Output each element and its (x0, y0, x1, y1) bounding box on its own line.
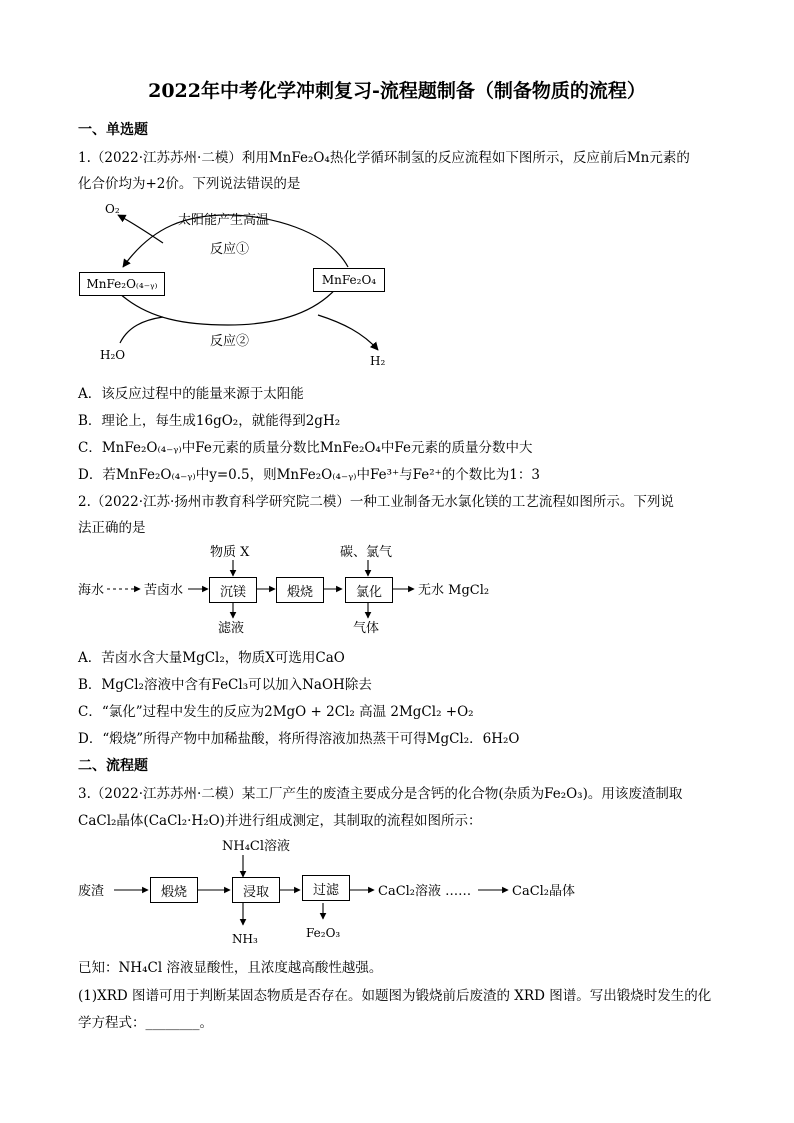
matx-label: 物质 X (210, 545, 250, 560)
q2-option-b: B．MgCl₂溶液中含有FeCl₃可以加入NaOH除去 (78, 677, 372, 693)
waste-label: 废渣 (78, 884, 105, 899)
q2-option-d: D．“煅烧”所得产物中加稀盐酸，将所得溶液加热蒸干可得MgCl₂．6H₂O (78, 731, 520, 747)
calcine-box: 煅烧 (276, 577, 324, 603)
precipitate-mg-box: 沉镁 (209, 577, 257, 603)
h2-branch-arrow (318, 315, 378, 350)
q1-option-b: B．理论上，每生成16gO₂，就能得到2gH₂ (78, 413, 341, 429)
filtrate-label: 滤液 (218, 621, 245, 636)
mnfe2o4-box: MnFe₂O₄ (313, 268, 385, 292)
q2-stem-line1: 2.（2022·江苏·扬州市教育科学研究院二模）一种工业制备无水氯化镁的工艺流程如图所示。下列说 (78, 494, 674, 510)
q3-stem-line1: 3.（2022·江苏苏州·二模）某工厂产生的废渣主要成分是含钙的化合物(杂质为Fe₂O₃)。用该废渣制取 (78, 786, 683, 802)
nh4cl-label: NH₄Cl溶液 (222, 839, 291, 854)
section-heading-single-choice: 一、单选题 (78, 122, 148, 138)
q3-calcine-box: 煅烧 (150, 877, 198, 903)
leach-box: 浸取 (232, 877, 280, 903)
cacl2-crystal-label: CaCl₂晶体 (512, 884, 576, 899)
q1-option-c: C．MnFe₂O₍₄₋ᵧ₎中Fe元素的质量分数比MnFe₂O₄中Fe元素的质量分数中大 (78, 440, 533, 456)
reaction1-label: 反应① (210, 242, 250, 257)
q2-option-c: C．“氯化”过程中发生的反应为2MgO + 2Cl₂ 高温 2MgCl₂ +O₂ (78, 704, 474, 720)
h2o-label: H₂O (100, 348, 126, 362)
o2-branch-arrow (118, 215, 163, 243)
filter-box: 过滤 (302, 875, 350, 901)
brine-label: 苦卤水 (144, 583, 184, 598)
h2o-branch-line (120, 317, 163, 343)
fe2o3-label: Fe₂O₃ (306, 926, 341, 940)
product-label: 无水 MgCl₂ (418, 583, 490, 598)
q3-known-condition: 已知：NH₄Cl 溶液显酸性，且浓度越高酸性越强。 (78, 960, 383, 976)
mnfe2o4-y-box: MnFe₂O₍₄₋ᵧ₎ (79, 272, 165, 296)
q3-sub1-line2: 学方程式：________。 (78, 1015, 213, 1031)
carbon-chlorine-label: 碳、氯气 (340, 545, 393, 560)
q3-sub1-line1: (1)XRD 图谱可用于判断某固态物质是否存在。如题图为锻烧前后废渣的 XRD 图谱。写出锻烧时发生的化 (78, 988, 712, 1004)
q1-option-a: A．该反应过程中的能量来源于太阳能 (78, 386, 304, 402)
q2-stem-line2: 法正确的是 (78, 520, 146, 536)
reaction2-label: 反应② (210, 334, 250, 349)
o2-label: O₂ (105, 202, 120, 216)
cacl2-solution-label: CaCl₂溶液 …… (378, 884, 472, 899)
q1-option-d: D．若MnFe₂O₍₄₋ᵧ₎中y=0.5，则MnFe₂O₍₄₋ᵧ₎中Fe³⁺与Fe²⁺的个数比为1：3 (78, 467, 540, 483)
h2-label: H₂ (370, 354, 386, 368)
q1-stem-line2: 化合价均为+2价。下列说法错误的是 (78, 176, 301, 192)
gas-label: 气体 (353, 621, 380, 636)
seawater-label: 海水 (78, 583, 105, 598)
nh3-label: NH₃ (232, 932, 258, 946)
q1-stem-line1: 1.（2022·江苏苏州·二模）利用MnFe₂O₄热化学循环制氢的反应流程如下图所示，反应前后Mn元素的 (78, 150, 690, 166)
page-title: 2022年中考化学冲刺复习-流程题制备（制备物质的流程） (148, 80, 646, 102)
solar-label: 太阳能产生高温 (178, 213, 270, 228)
chlorinate-box: 氯化 (345, 577, 393, 603)
section-heading-flow: 二、流程题 (78, 758, 148, 774)
q2-option-a: A．苦卤水含大量MgCl₂，物质X可选用CaO (78, 650, 345, 666)
q3-stem-line2: CaCl₂晶体(CaCl₂·H₂O)并进行组成测定，其制取的流程如图所示： (78, 813, 482, 829)
